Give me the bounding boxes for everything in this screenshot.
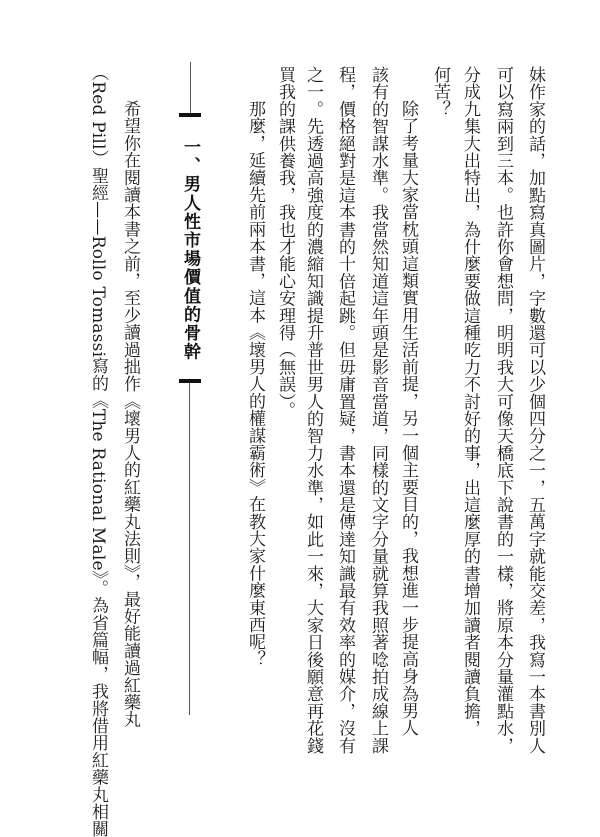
heading-top-bar [179, 113, 201, 117]
text-column-7: 程，價格絕對是這本書的十倍起跳。但毋庸置疑，書本還是傳達知識最有效率的媒介，沒有 [335, 66, 355, 754]
text-column-4: 何苦？ [430, 66, 450, 118]
text-column-13: （Red Pill）聖經——Rollo Tomassi寫的《The Rational Male》。為省篇幅，我將借用紅藥丸相關 [88, 64, 108, 837]
text-column-9: 買我的課供養我，我也才能心安理得（無誤）。 [275, 66, 295, 419]
text-column-1: 妹作家的話，加點寫真圖片，字數還可以少個四分之一，五萬字就能交差，我寫一本書別人 [525, 66, 545, 754]
heading-bottom-bar [179, 379, 201, 383]
text-column-8: 之一。先透過高強度的濃縮知識提升普世男人的智力水準，如此一來，大家日後願意再花錢 [303, 66, 323, 754]
text-column-2: 可以寫兩到三本。也許你會想問，明明我大可像天橋底下說書的一樣，將原本分量灌點水， [493, 66, 513, 754]
text-column-6: 該有的智謀水準。我當然知道這年頭是影音當道，同樣的文字分量就算我照著唸拍成線上課 [368, 66, 388, 754]
heading-bottom-thin-rule [189, 383, 190, 715]
paragraph-indent-column-5: 除了考量大家當枕頭這類實用生活前提，另一個主要目的，我想進一步提高身為男人 [398, 100, 418, 737]
paragraph-indent-column-12: 希望你在閱讀本書之前，至少讀過拙作《壞男人的紅藥丸法則》，最好能讀過紅藥丸 [120, 100, 140, 728]
text-column-3: 分成九集大出特出，為什麼要做這種吃力不討好的事，出這麼厚的書增加讀者閱讀負擔， [460, 66, 480, 737]
heading-top-thin-rule [190, 62, 191, 114]
section-heading: 一、男人性市場價值的骨幹 [180, 138, 200, 362]
paragraph-indent-column-10: 那麼，延續先前兩本書，這本《壞男人的權謀霸術》在教大家什麼東西呢？ [245, 100, 265, 668]
